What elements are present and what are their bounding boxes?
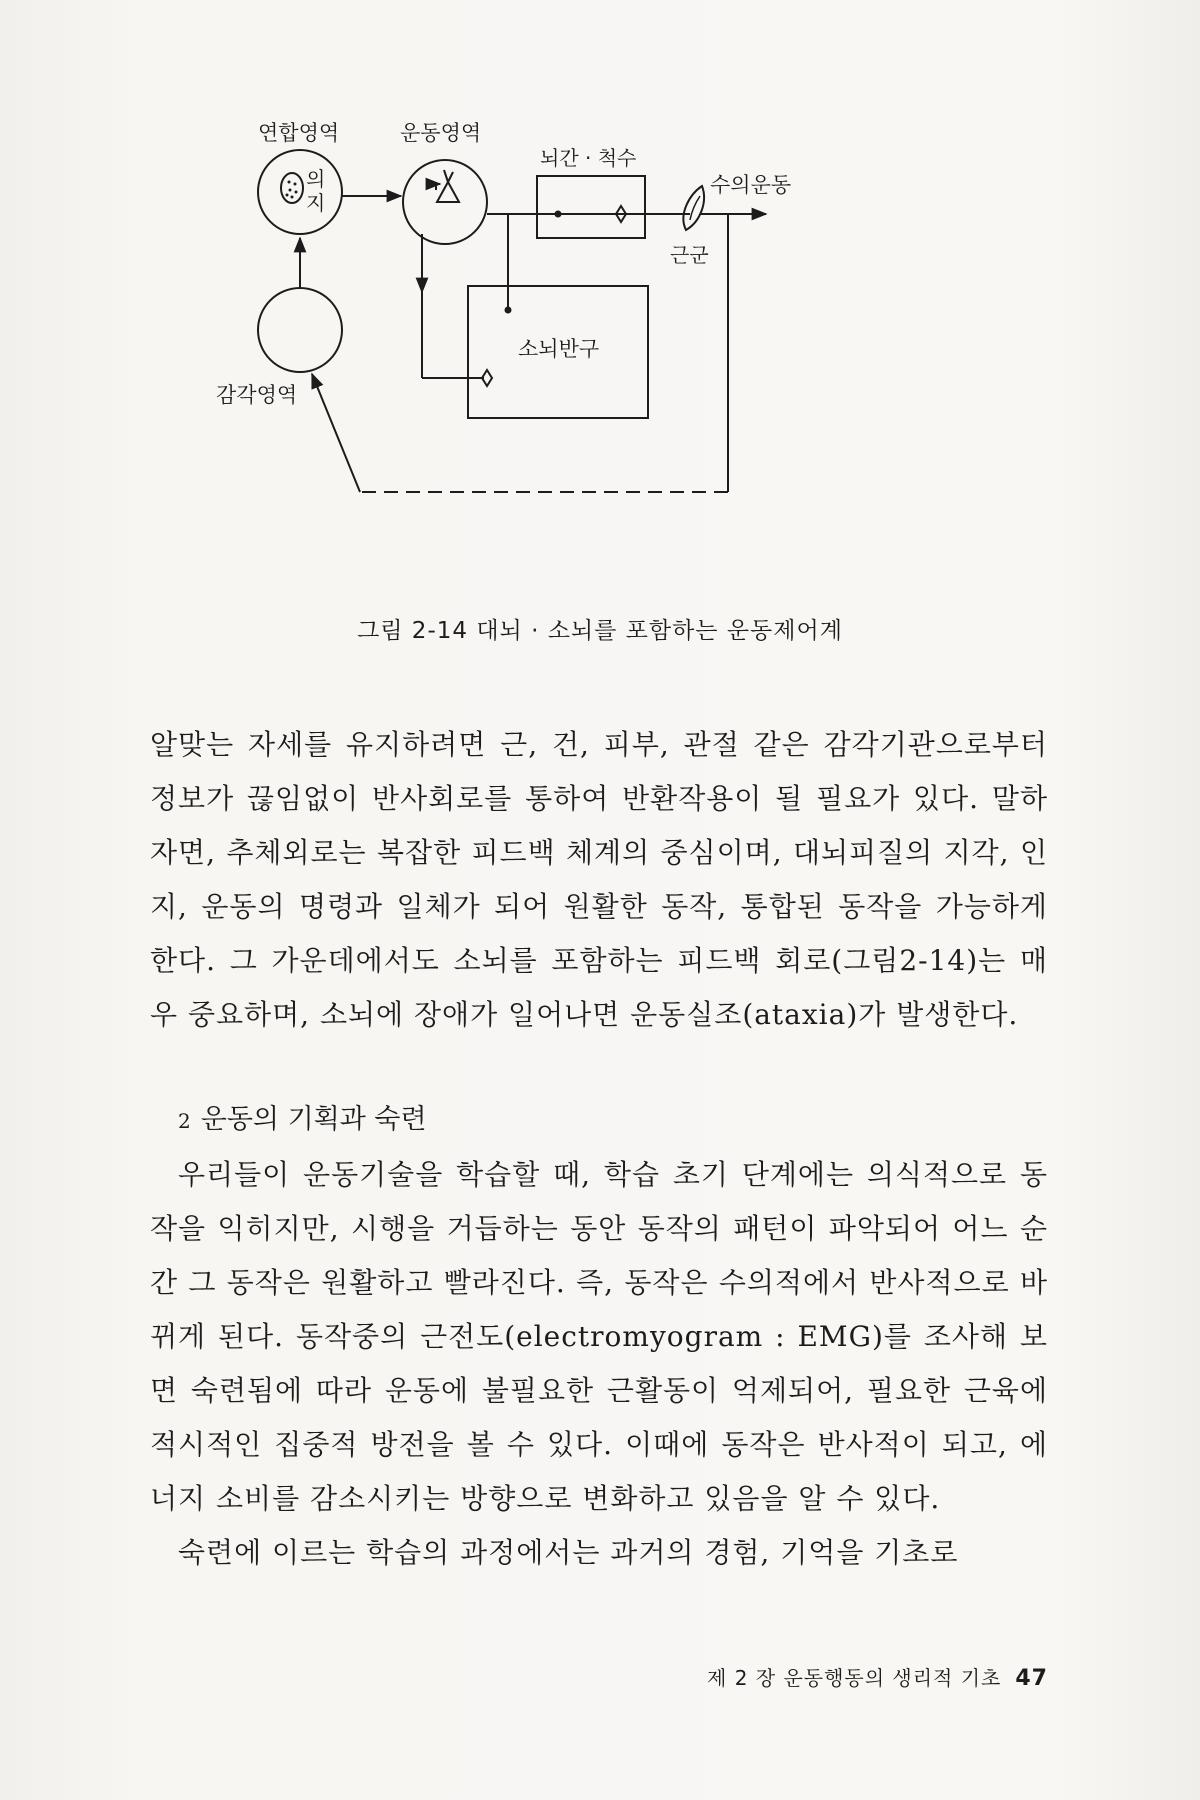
page-footer	[707, 1662, 1048, 1691]
paragraph-skill	[150, 1148, 1048, 1580]
figure-caption: 그림 2-14 대뇌 · 소뇌를 포함하는 운동제어계	[357, 618, 843, 644]
paragraph-1-text: 알맞는 자세를 유지하려면 근, 건, 피부, 관절 같은 감각기관으로부터 정보가 끊임없이 반사회로를 통하여 반환작용이 될 필요가 있다. 말하자면, 추체외로는 복잡한 피드백 체계의 중심이며, 대뇌피질의 지각, 인지, 운동의 명령과 일체가 되어 원활한 동작, 통합된 동작을 가능하게 한다. 그 가운데에서도 소뇌를 포함하는 피드백 회로(그림2-14)는 매우 중요하며, 소뇌에 장애가 일어나면 운동실조(ataxia)가 발생한다.	[150, 728, 1048, 1031]
page-number: 47	[1015, 1666, 1048, 1691]
cerebellar-hemisphere-label: 소뇌반구	[518, 337, 600, 361]
will-char-1: 의	[306, 167, 326, 191]
section-title: 운동의 기획과 숙련	[200, 1104, 427, 1135]
association-area-circle	[258, 150, 342, 234]
will-char-2: 지	[306, 191, 326, 215]
paragraph-posture	[150, 718, 1048, 1042]
paragraph-2-text: 우리들이 운동기술을 학습할 때, 학습 초기 단계에는 의식적으로 동작을 익히지만, 시행을 거듭하는 동안 동작의 패턴이 파악되어 어느 순간 그 동작은 원활하고 빨라진다. 즉, 동작은 수의적에서 반사적으로 바뀌게 된다. 동작중의 근전도(electromyogram : EMG)를 조사해 보면 숙련됨에 따라 운동에 불필요한 근활동이 억제되어, 필요한 근육에 적시적인 집중적 방전을 볼 수 있다. 이때에 동작은 반사적이 되고, 에너지 소비를 감소시키는 방향으로 변화하고 있음을 알 수 있다.	[150, 1158, 1048, 1515]
brainstem-spinal-box	[537, 176, 645, 238]
chapter-title: 제 2 장 운동행동의 생리적 기초	[707, 1666, 1002, 1690]
association-area-label: 연합영역	[258, 121, 340, 145]
brainstem-spinal-label: 뇌간 · 척수	[540, 146, 637, 170]
section-number: 2	[178, 1109, 191, 1133]
motor-area-label: 운동영역	[400, 121, 482, 145]
sensory-area-label: 감각영역	[216, 383, 298, 407]
voluntary-movement-label: 수의운동	[710, 173, 792, 197]
muscle-group-label: 근군	[670, 243, 709, 267]
will-dots	[286, 181, 298, 199]
sensory-area-circle	[258, 288, 342, 372]
motor-control-diagram	[200, 110, 960, 600]
section-heading	[178, 1100, 427, 1141]
paragraph-3-text: 숙련에 이르는 학습의 과정에서는 과거의 경험, 기억을 기초로	[178, 1536, 959, 1569]
